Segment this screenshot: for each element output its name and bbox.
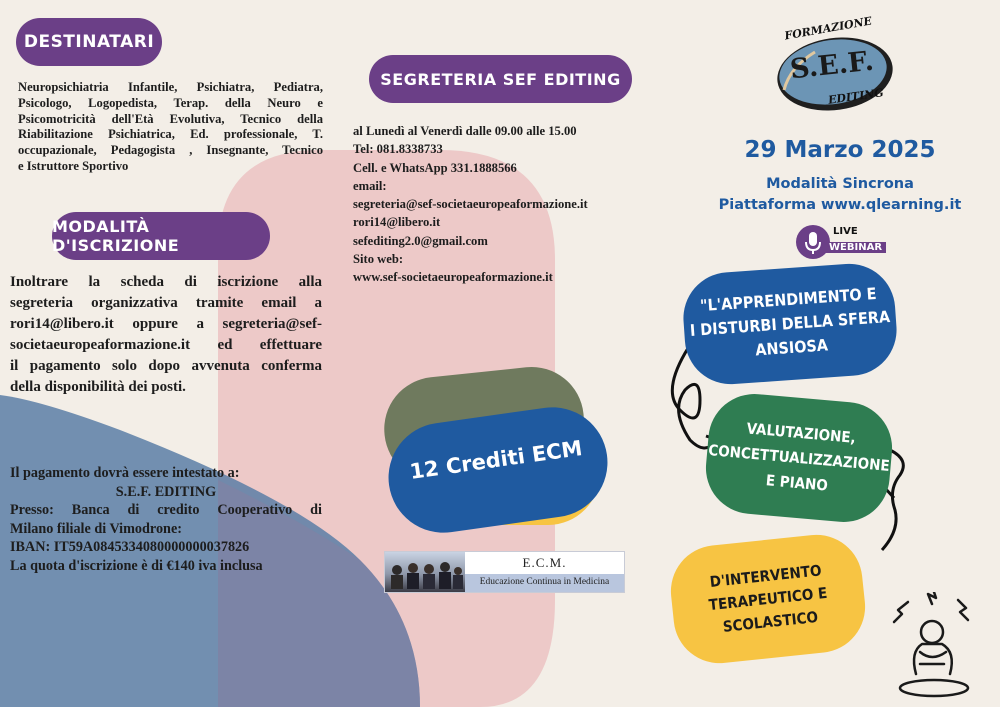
event-platform: Piattaforma www.qlearning.it [718, 197, 962, 213]
crediti-label: 12 Crediti ECM [408, 436, 584, 484]
badge-webinar: WEBINAR [825, 242, 886, 253]
live-webinar-badge [795, 224, 895, 260]
iscrizione-title: MODALITÀ D'ISCRIZIONE [52, 212, 270, 260]
title-line: VALUTAZIONE, [745, 418, 857, 447]
segreteria-line: rori14@libero.it [353, 215, 441, 230]
ecm-abbr: E.C.M. [522, 555, 567, 570]
ecm-banner [384, 551, 625, 593]
iscrizione-text [10, 272, 322, 398]
destinatari-line: Neuropsichiatria Infantile, Psichiatra, Pediatra, [18, 80, 323, 94]
title-line: ANSIOSA [754, 335, 829, 360]
pagamento-line: IBAN: IT59A0845334080000000037826 [10, 539, 250, 556]
segreteria-line: sefediting2.0@gmail.com [353, 233, 488, 248]
logo-bottom: EDITING [827, 86, 885, 107]
ecm-photo [385, 552, 465, 592]
destinatari-line: e Istruttore Sportivo [18, 158, 129, 173]
anxious-person-icon [880, 592, 996, 702]
iscrizione-line: della disponibilità dei posti. [10, 379, 186, 395]
logo-main: S.E.F. [788, 45, 876, 86]
title-pill-1 [680, 261, 899, 388]
destinatari-line: Riabilitazione Psichiatrica, Ed. professionale, T. [18, 127, 323, 142]
pagamento-line: La quota d'iscrizione è di €140 iva inclusa [10, 557, 263, 574]
title-line: CONCETTUALIZZAZIONE [707, 440, 891, 475]
destinatari-text [18, 80, 323, 175]
sef-logo [770, 14, 900, 117]
title-line: E PIANO [765, 470, 829, 495]
destinatari-line: Psicomotricità dell'Età Evolutiva, Tecnico della [18, 111, 323, 126]
iscrizione-line: il pagamento solo dopo avvenuta conferma [10, 358, 322, 374]
segreteria-line: Tel: 081.8338733 [353, 142, 443, 157]
badge-live: LIVE [833, 226, 858, 237]
title-pill-3 [666, 530, 869, 667]
people-icon [385, 552, 465, 592]
title-line: TERAPEUTICO E [707, 583, 828, 614]
segreteria-line: www.sef-societaeuropeaformazione.it [353, 270, 553, 285]
segreteria-title: SEGRETERIA SEF EDITING [369, 55, 632, 103]
segreteria-line: Sito web: [353, 252, 404, 267]
segreteria-line: Cell. e WhatsApp 331.1888566 [353, 160, 517, 175]
logo-top: FORMAZIONE [783, 14, 873, 43]
title-line: I DISTURBI DELLA SFERA [689, 307, 891, 340]
segreteria-line: al Lunedì al Venerdì dalle 09.00 alle 15.00 [353, 124, 577, 138]
destinatari-title: DESTINATARI [16, 18, 162, 66]
pagamento-line: Milano filiale di Vimodrone: [10, 520, 182, 537]
pagamento-line: S.E.F. EDITING [115, 483, 217, 500]
segreteria-line: email: [353, 178, 387, 193]
destinatari-line: occupazionale, Pedagogista , Insegnante, Tecnico [18, 143, 323, 158]
iscrizione-line: Inoltrare la scheda di iscrizione alla [10, 274, 322, 290]
iscrizione-line: societaeuropeaformazione.it ed effettuare [10, 337, 322, 353]
ecm-full: Educazione Continua in Medicina [479, 577, 610, 587]
pagamento-line: Presso: Banca di credito Cooperativo di [10, 502, 322, 519]
iscrizione-line: rori14@libero.it oppure a segreteria@sef- [10, 316, 322, 332]
event-date: 29 Marzo 2025 [744, 137, 936, 163]
event-mode: Modalità Sincrona [766, 176, 914, 192]
destinatari-line: Psicologo, Logopedista, Terap. della Neuro e [18, 95, 323, 110]
title-line: SCOLASTICO [721, 607, 819, 636]
title-line: D'INTERVENTO [708, 560, 823, 591]
pagamento-line: Il pagamento dovrà essere intestato a: [10, 465, 240, 481]
title-line: "L'APPRENDIMENTO E [699, 283, 878, 316]
pagamento-text [10, 464, 322, 576]
title-pill-2 [702, 390, 896, 526]
segreteria-text [353, 122, 653, 287]
segreteria-line: segreteria@sef-societaeuropeaformazione.it [353, 197, 588, 212]
iscrizione-line: segreteria organizzativa tramite email a [10, 295, 322, 311]
